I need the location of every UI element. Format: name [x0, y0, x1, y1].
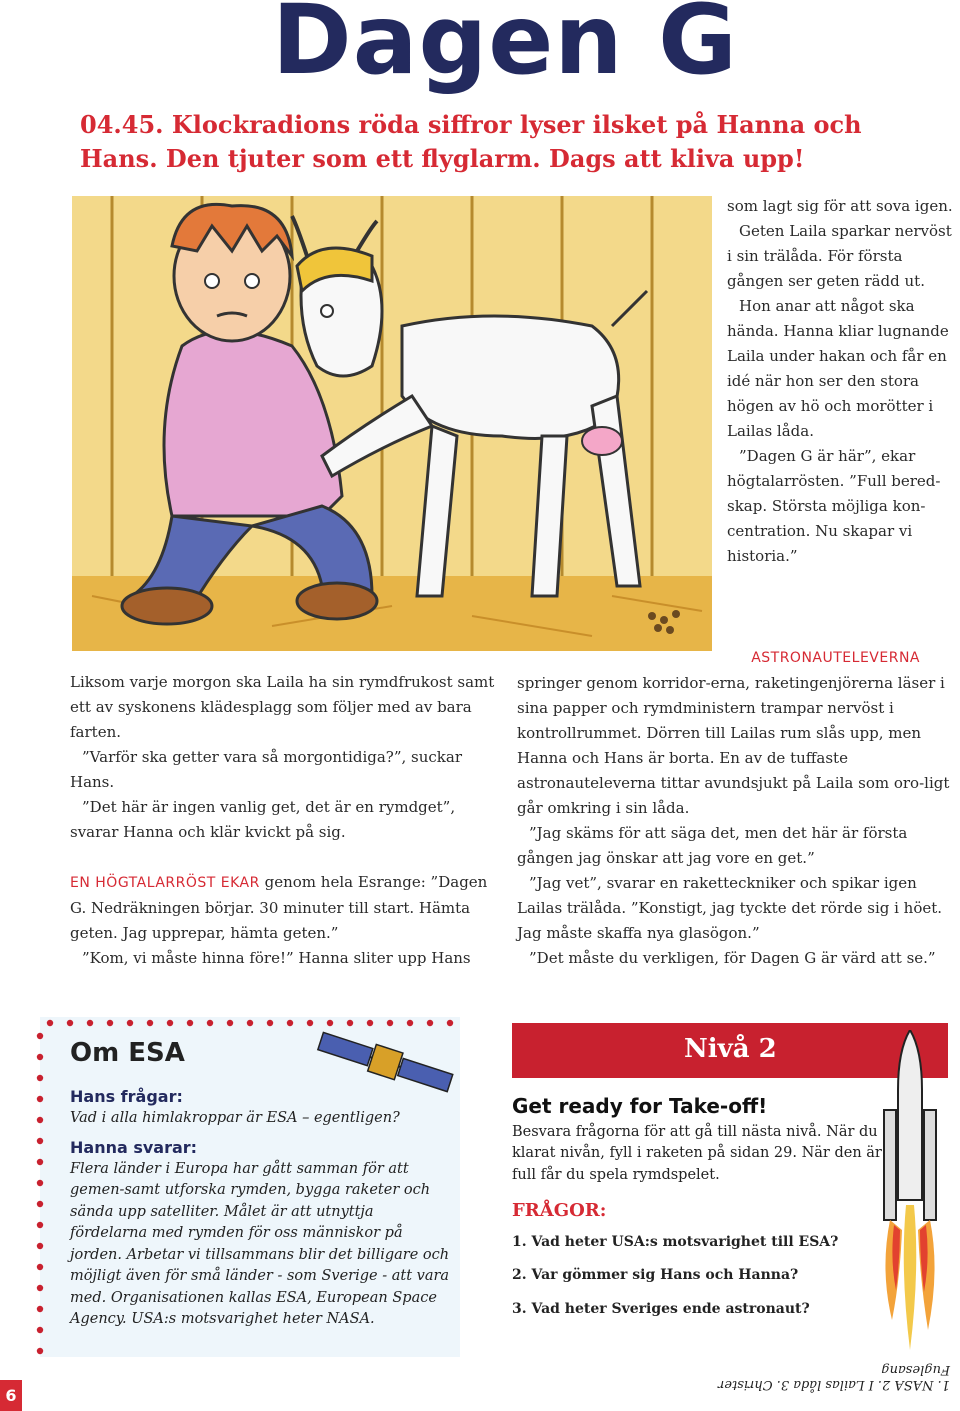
esa-box-content	[70, 1086, 455, 1331]
paragraph-rest: genom hela Esrange: ”Dagen G. Nedräkningen börjar. 30 minuter till start. Hämta geten. Jag upprepar, hämta geten.”	[70, 873, 488, 942]
paragraph: ”Jag vet”, svarar en raketteckniker och spikar igen Lailas trälåda. ”Konstigt, jag tyckte det rörde sig i höet. Jag måste skaffa nya glasögon.”	[517, 874, 943, 942]
smallcaps-lead: EN HÖGTALARRÖST EKAR	[70, 875, 260, 891]
left-column-text	[70, 670, 500, 971]
answer-label: Hanna svarar:	[70, 1138, 198, 1157]
paragraph	[70, 870, 500, 946]
paragraph: ”Dagen G är här”, ekar högtalarrösten. ”Full bered-skap. Största möjliga kon-centration. Nu skapar vi historia.”	[727, 447, 941, 565]
paragraph: Liksom varje morgon ska Laila ha sin rymdfrukost samt ett av syskonens klädesplagg som följer med av bara farten.	[70, 673, 495, 741]
paragraph: Hon anar att något ska hända. Hanna kliar lugnande Laila under hakan och får en idé när hon ser den stora högen av hö och morötter i Lailas låda.	[727, 297, 949, 440]
level-content	[512, 1096, 882, 1332]
rocket-icon	[870, 1030, 950, 1360]
illustration-boy-and-goat	[72, 196, 712, 651]
middle-column-text	[517, 645, 960, 971]
question-label: Hans frågar:	[70, 1087, 183, 1106]
questions-label: FRÅGOR:	[512, 1200, 607, 1221]
paragraph: ”Det måste du verkligen, för Dagen G är värd att se.”	[529, 949, 936, 967]
page-number: 6	[0, 1380, 22, 1411]
lead-paragraph: 04.45. Klockradions röda siffror lyser ilsket på Hanna och Hans. Den tjuter som ett flyglarm. Dags att kliva upp!	[80, 110, 862, 173]
question-text: Vad i alla himlakroppar är ESA – egentligen?	[70, 1109, 400, 1126]
level-text: Besvara frågorna för att gå till nästa nivå. När du klarat nivån, fyll i raketen på sidan 29. När den är full får du spela rymdspelet.	[512, 1123, 882, 1183]
paragraph: ”Jag skäms för att säga det, men det här är första gången jag önskar att jag vore en get.”	[517, 824, 908, 867]
answers-upside-down: 1. NASA 2. I Lailas låda 3. Christer Fuglesang	[718, 1362, 950, 1392]
question-2: 2. Var gömmer sig Hans och Hanna?	[512, 1267, 799, 1283]
paragraph: ”Kom, vi måste hinna före!” Hanna sliter upp Hans	[82, 949, 471, 967]
paragraph: Geten Laila sparkar nervöst i sin trälåda. För första gången ser geten rädd ut.	[727, 222, 952, 290]
level-label: Nivå 2	[684, 1034, 777, 1064]
esa-box-title: Om ESA	[70, 1038, 185, 1068]
question-3: 3. Vad heter Sveriges ende astronaut?	[512, 1300, 810, 1317]
paragraph: springer genom korridor-erna, raketingenjörerna läser i sina papper och rymdministern trampar nervöst i kontrollrummet. Dörren till Lailas rum slås upp, men Hanna och Hans är borta. En av de tuffaste astronauteleverna tittar avundsjukt på Laila som oro-ligt går omkring i sin låda.	[517, 674, 950, 817]
paragraph: ”Det här är ingen vanlig get, det är en rymdget”, svarar Hanna och klär kvickt på sig.	[70, 798, 456, 841]
answer-text: Flera länder i Europa har gått samman för att gemen-samt utforska rymden, bygga raketer och sända upp satelliter. Målet är att utnyttja fördelarna med rymden för oss människor på jorden. Arbetar vi tillsammans blir det billigare och möjligt även för små länder - som Sverige - att vara med. Organisationen kallas ESA, European Space Agency. USA:s motsvarighet heter NASA.	[70, 1160, 450, 1327]
page-title: Dagen G	[272, 0, 738, 96]
question-1: 1. Vad heter USA:s motsvarighet till ESA?	[512, 1233, 839, 1250]
paragraph: ”Varför ska getter vara så morgontidiga?”, suckar Hans.	[70, 748, 463, 791]
paragraph: som lagt sig för att sova igen.	[727, 197, 953, 215]
right-column-text	[727, 194, 960, 569]
dotted-border-left	[34, 1028, 46, 1358]
smallcaps-lead: ASTRONAUTELEVERNA	[751, 650, 920, 666]
level-heading: Get ready for Take-off!	[512, 1094, 768, 1118]
